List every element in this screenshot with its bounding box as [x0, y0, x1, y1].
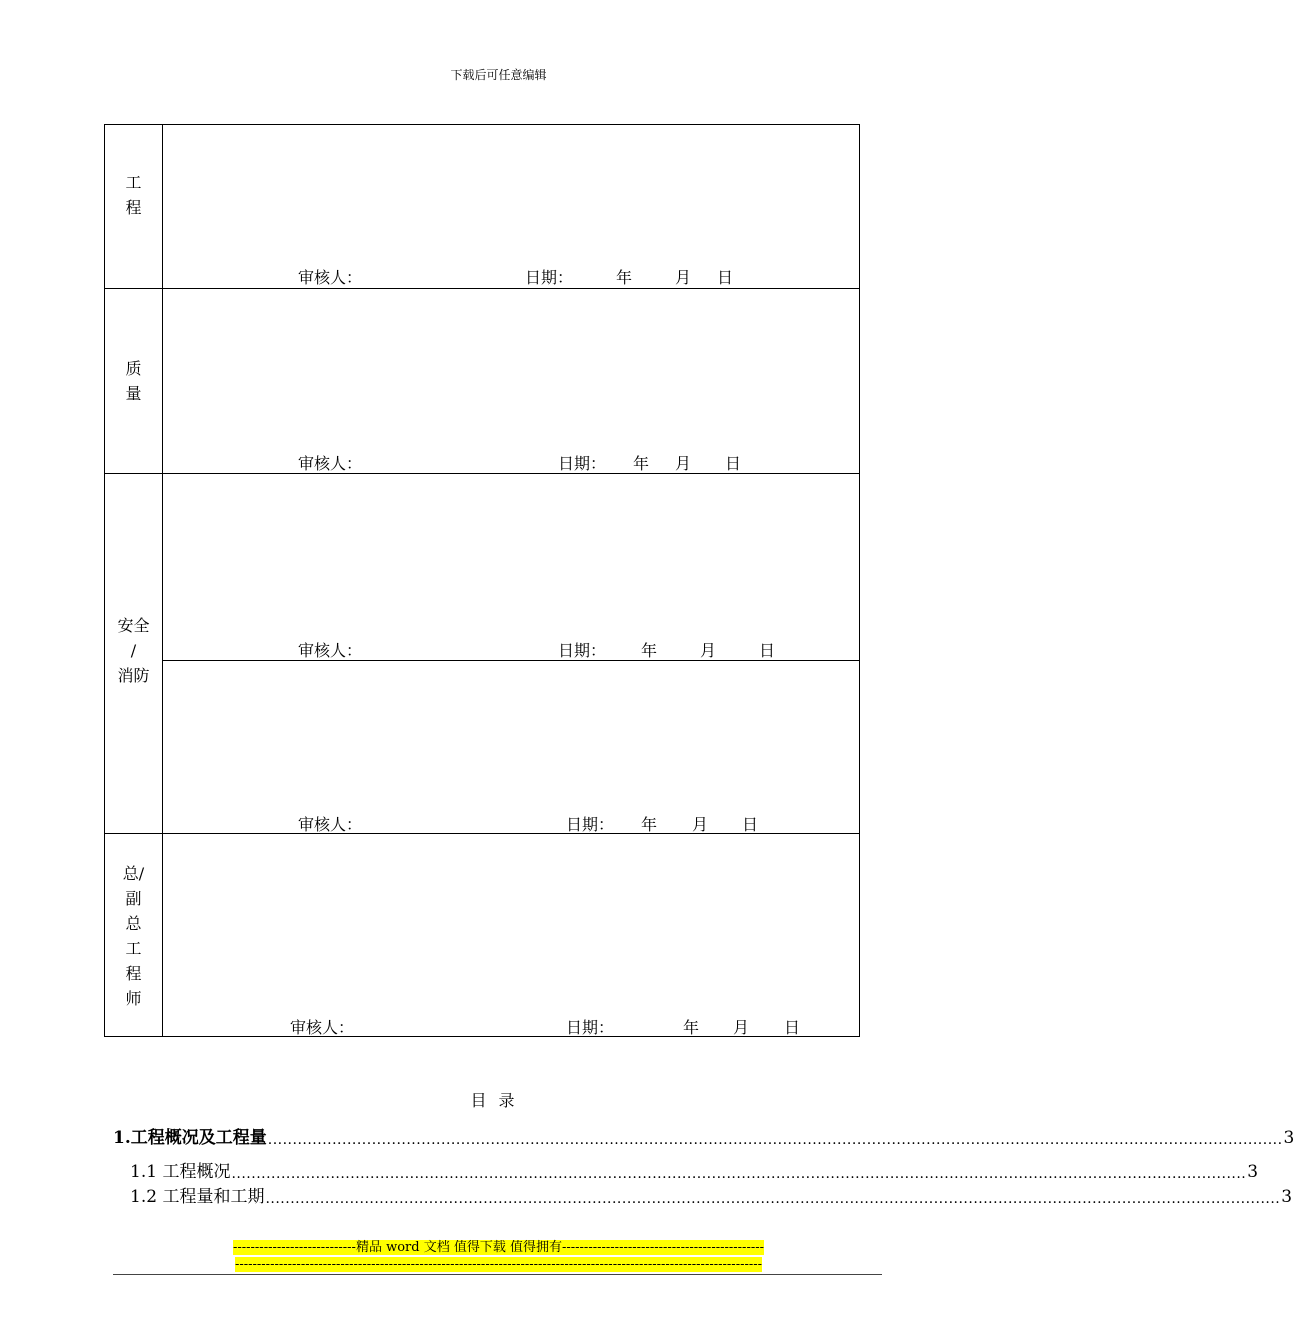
reviewer-label: 审核人： — [298, 815, 363, 834]
toc-entry-page: 3 — [1283, 1128, 1294, 1148]
toc-entry[interactable] — [130, 1182, 1293, 1207]
date-label: 日期： — [558, 641, 607, 660]
day-label: 日 — [725, 454, 742, 473]
section-label-chief-engineer: 总/ 副 总 工 程 师 — [122, 864, 145, 1008]
row-divider — [105, 288, 859, 289]
date-label: 日期： — [558, 454, 607, 473]
toc-leader-dots: ............................................................................................................................................................................................................. — [267, 1132, 1283, 1148]
month-label: 月 — [675, 454, 692, 473]
toc-entry[interactable] — [113, 1123, 1294, 1148]
footer-rule — [113, 1274, 882, 1275]
toc-leader-dots: ............................................................................................................................................................................................................. — [231, 1166, 1247, 1182]
year-label: 年 — [683, 1018, 700, 1037]
toc-entry-text: 1.工程概况及工程量 — [113, 1128, 267, 1148]
month-label: 月 — [692, 815, 709, 834]
toc-entry-page: 3 — [1281, 1187, 1293, 1207]
toc-entry-text: 1.1 工程概况 — [130, 1162, 231, 1182]
day-label: 日 — [784, 1018, 801, 1037]
page-header-note: 下载后可任意编辑 — [450, 68, 547, 82]
toc-entry-text: 1.2 工程量和工期 — [130, 1187, 265, 1207]
reviewer-label: 审核人： — [298, 454, 363, 473]
toc-title: 目录 — [470, 1091, 527, 1110]
date-label: 日期： — [525, 268, 574, 287]
section-label-quality: 质 量 — [125, 359, 142, 403]
month-label: 月 — [733, 1018, 750, 1037]
month-label: 月 — [675, 268, 692, 287]
section-label-engineering: 工 程 — [125, 173, 142, 217]
toc-entry[interactable] — [130, 1157, 1259, 1182]
date-label: 日期： — [566, 1018, 615, 1037]
year-label: 年 — [633, 454, 650, 473]
section-label-safety-fire: 安全 / 消防 — [117, 616, 150, 685]
row-divider — [105, 473, 859, 474]
row-divider — [162, 660, 860, 661]
day-label: 日 — [717, 268, 734, 287]
reviewer-label: 审核人： — [290, 1018, 355, 1037]
date-label: 日期： — [566, 815, 615, 834]
footer-banner-line: ------------------------------------------------------------------------------------------------------------------------ — [234, 1257, 763, 1272]
day-label: 日 — [742, 815, 759, 834]
toc-entry-page: 3 — [1247, 1162, 1259, 1182]
year-label: 年 — [641, 641, 658, 660]
toc-leader-dots: ............................................................................................................................................................................................................. — [265, 1191, 1281, 1207]
footer-banner-line: ----------------------------精品 word 文档 值得下载 值得拥有---------------------------------------------- — [232, 1240, 765, 1255]
month-label: 月 — [700, 641, 717, 660]
review-table — [104, 124, 860, 1037]
year-label: 年 — [616, 268, 633, 287]
reviewer-label: 审核人： — [298, 268, 363, 287]
day-label: 日 — [759, 641, 776, 660]
year-label: 年 — [641, 815, 658, 834]
reviewer-label: 审核人： — [298, 641, 363, 660]
